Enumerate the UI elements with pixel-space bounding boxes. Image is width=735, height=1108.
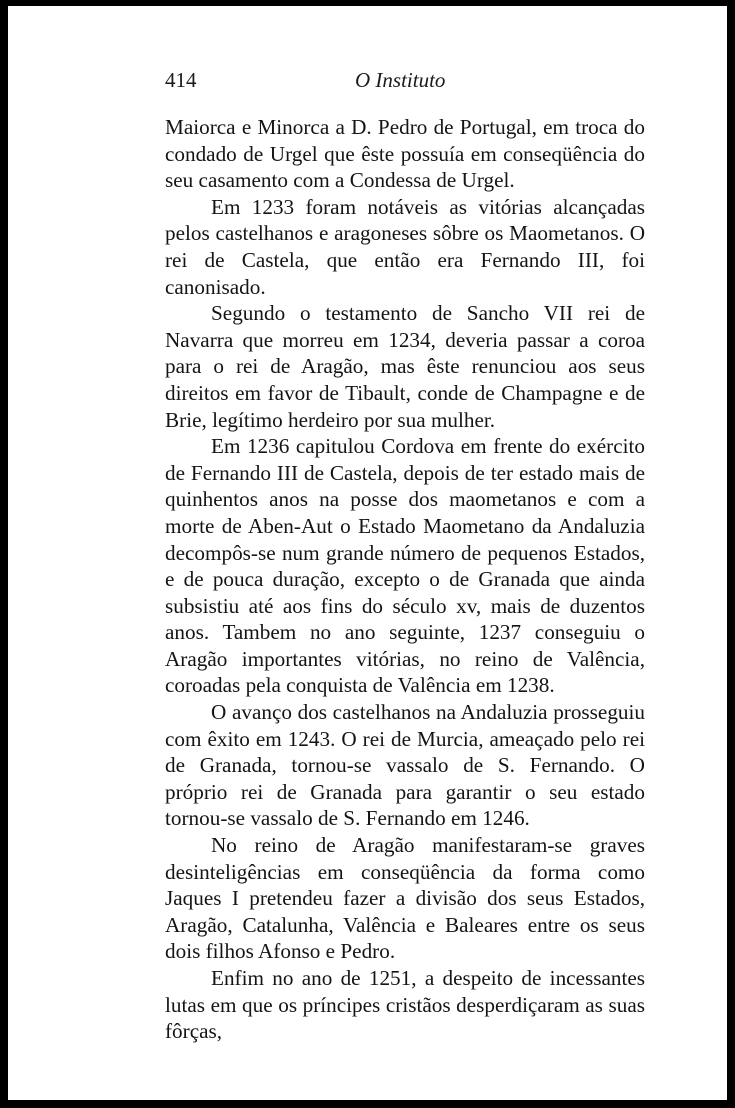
paragraph-3: Segundo o testamento de Sancho VII rei de Navarra que morreu em 1234, deveria passar a coroa para o rei de Aragão, mas êste renunciou aos seus direitos em favor de Tibault, conde de Champagne e de Brie, legítimo herdeiro por sua mulher. — [165, 301, 645, 432]
paragraph-7: Enfim no ano de 1251, a despeito de incessantes lutas em que os príncipes cristãos desperdiçaram as suas fôrças, — [165, 966, 645, 1044]
paragraph-1: Maiorca e Minorca a D. Pedro de Portugal, em troca do condado de Urgel que êste possuía em conseqüência do seu casamento com a Condessa de Urgel. — [165, 115, 645, 193]
paragraph-2: Em 1233 foram notáveis as vitórias alcançadas pelos castelhanos e aragoneses sôbre os Maometanos. O rei de Castela, que então era Fernando III, foi canonisado. — [165, 194, 645, 299]
body-text — [165, 114, 645, 1045]
running-title: O Instituto — [355, 68, 446, 92]
page-number: 414 — [165, 68, 197, 92]
paragraph-4: Em 1236 capitulou Cordova em frente do exército de Fernando III de Castela, depois de ter estado mais de quinhentos anos na posse dos maometanos e com a morte de Aben-Aut o Estado Maometano da Andaluzia decompôs-se num grande número de pequenos Estados, e de pouca duração, excepto o de Granada que ainda subsistiu até aos fins do século xv, mais de duzentos anos. Tambem no ano seguinte, 1237 conseguiu o Aragão importantes vitórias, no reino de Valência, coroadas pela conquista de Valência em 1238. — [165, 434, 645, 698]
paragraph-5: O avanço dos castelhanos na Andaluzia prosseguiu com êxito em 1243. O rei de Murcia, ameaçado pelo rei de Granada, tornou-se vassalo de S. Fernando. O próprio rei de Granada para garantir o seu estado tornou-se vassalo de S. Fernando em 1246. — [165, 700, 645, 831]
scanned-page — [8, 6, 727, 1100]
page-header — [165, 68, 645, 98]
paragraph-6: No reino de Aragão manifestaram-se graves desinteligências em conseqüência da forma como Jaques I pretendeu fazer a divisão dos seus Estados, Aragão, Catalunha, Valência e Baleares entre os seus dois filhos Afonso e Pedro. — [165, 833, 645, 964]
